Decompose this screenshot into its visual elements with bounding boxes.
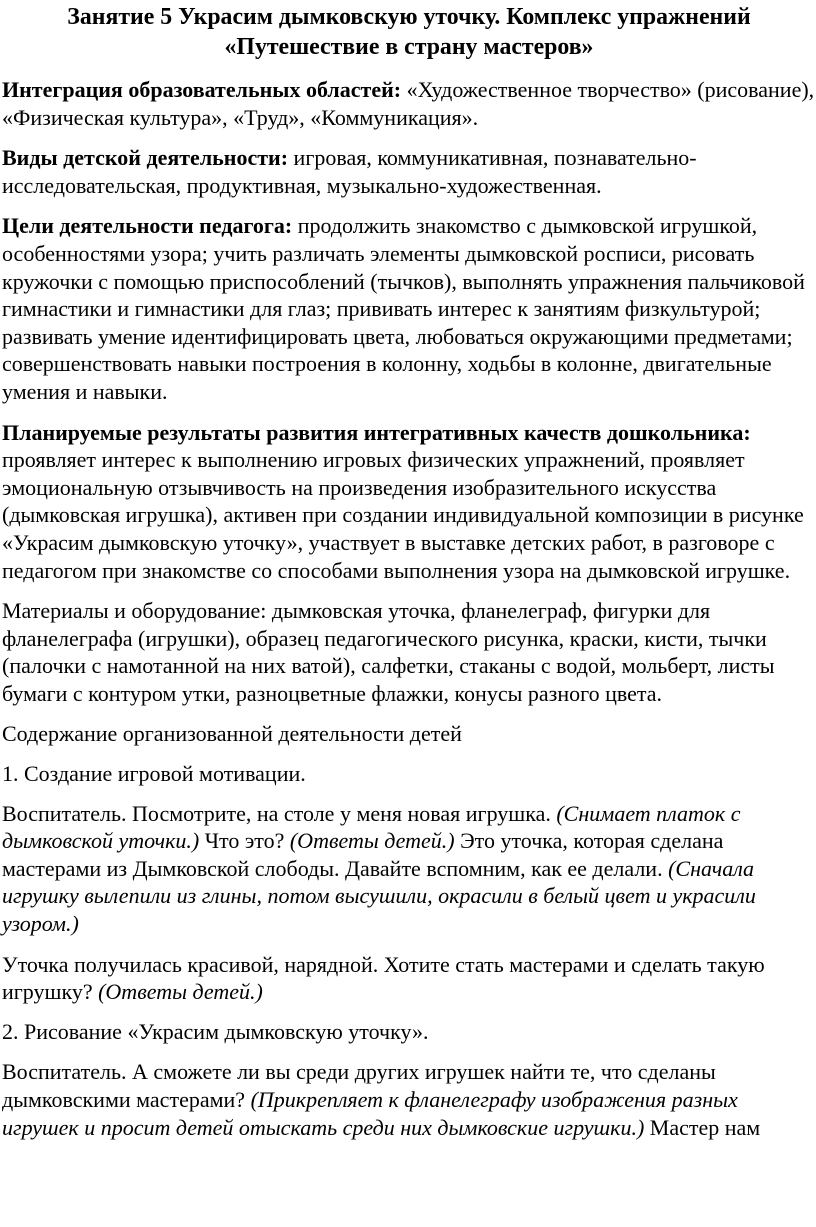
dialog-paragraph-3 — [2, 1058, 816, 1141]
content-heading: Содержание организованной деятельности детей — [2, 721, 462, 747]
activities-label: Виды детской деятельности: — [2, 145, 289, 171]
dialog-paragraph-2 — [2, 951, 816, 1006]
page-title: Занятие 5 Украсим дымковскую уточку. Комплекс упражнений «Путешествие в страну мастеров» — [67, 4, 751, 60]
dialog1-remark-1: (Снимает платок с дымковской уточки.) — [2, 800, 741, 854]
goals-text: продолжить знакомство с дымковской игрушкой, особенностями узора; учить различать элементы дымковской росписи, рисовать кружочки с помощью приспособлений (тычков), выполнять упражнения пальчиковой гимнастики и гимнастики для глаз; прививать интерес к занятиям физкультурой; развивать умение идентифицировать цвета, любоваться окружающими предметами; совершенствовать навыки построения в колонну, ходьбы в колонне, двигательные умения и навыки. — [2, 213, 805, 404]
results-paragraph — [2, 419, 816, 585]
activities-paragraph — [2, 144, 816, 199]
dialog3-remark-1: (Прикрепляет к фланелеграфу изображения разных игрушек и просит детей отыскать среди них дымковские игрушки.) — [2, 1087, 738, 1140]
materials-paragraph: Материалы и оборудование: дымковская уточка, фланелеграф, фигурки для фланелеграфа (игрушки), образец педагогического рисунка, краски, кисти, тычки (палочки с намотанной на них ватой), салфетки, стаканы с водой, мольберт, листы бумаги с контуром утки, разноцветные флажки, конусы разного цвета. — [2, 598, 775, 706]
integration-paragraph — [2, 76, 816, 131]
step-2-heading: 2. Рисование «Украсим дымковскую уточку». — [2, 1018, 429, 1044]
integration-label: Интеграция образовательных областей: — [2, 77, 402, 102]
dialog3-text-1: Воспитатель. А сможете ли вы среди других игрушек найти те, что сделаны дымковскими мастерами? — [2, 1059, 716, 1112]
activities-text: игровая, коммуникативная, познавательно-исследовательская, продуктивная, музыкально-художественная. — [2, 145, 697, 198]
dialog2-remark-1: (Ответы детей.) — [98, 979, 263, 1005]
dialog3-text-2: Мастер нам — [644, 1114, 761, 1140]
dialog-paragraph-1 — [2, 800, 816, 938]
dialog1-remark-2: (Ответы детей.) — [289, 828, 455, 854]
step-1-heading: 1. Создание игровой мотивации. — [2, 761, 306, 787]
dialog1-text-1: Воспитатель. Посмотрите, на столе у меня новая игрушка. — [2, 800, 557, 826]
document-page — [0, 2, 816, 1227]
results-label: Планируемые результаты развития интегративных качеств дошкольника: — [2, 419, 751, 445]
dialog1-text-3: Это уточка, которая сделана мастерами из Дымковской слободы. Давайте вспомним, как ее делали. — [2, 828, 724, 881]
dialog1-text-2: Что это? — [199, 828, 290, 854]
integration-text: «Художественное творчество» (рисование), «Физическая культура», «Труд», «Коммуникация». — [2, 77, 815, 130]
goals-label: Цели деятельности педагога: — [2, 213, 293, 239]
results-text: проявляет интерес к выполнению игровых физических упражнений, проявляет эмоциональную отзывчивость на произведения изобразительного искусства (дымковская игрушка), активен при создании индивидуальной композиции в рисунке «Украсим дымковскую уточку», участвует в выставке детских работ, в разговоре с педагогом при знакомстве со способами выполнения узора на дымковской игрушке. — [2, 447, 804, 583]
goals-paragraph — [2, 212, 816, 405]
dialog1-remark-3: (Сначала игрушку вылепили из глины, потом высушили, окрасили в белый цвет и украсили узором.) — [2, 855, 756, 937]
dialog2-text-1: Уточка получилась красивой, нарядной. Хотите стать мастерами и сделать такую игрушку? — [2, 951, 765, 1005]
